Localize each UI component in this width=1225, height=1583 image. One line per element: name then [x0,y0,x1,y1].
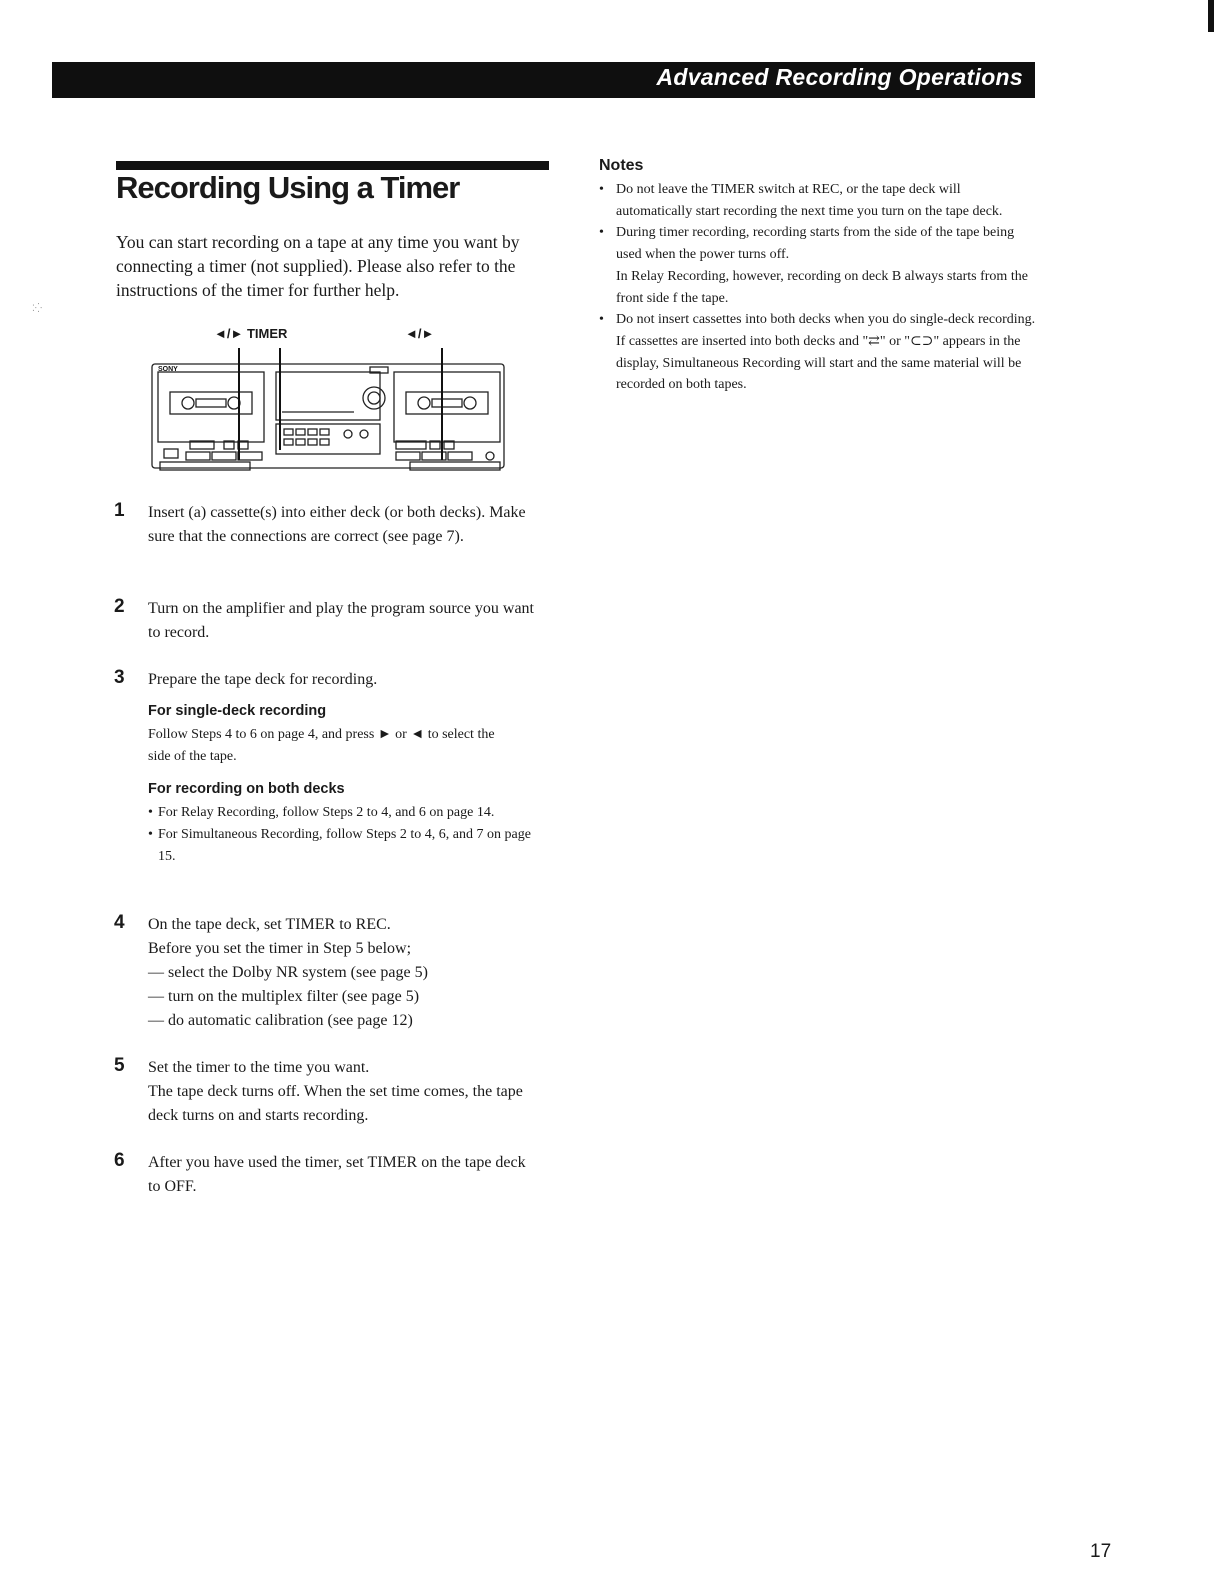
brand-label: SONY [158,366,178,373]
step-number-1: 1 [114,500,125,521]
list-item: • For Simultaneous Recording, follow Steps 2 to 4, 6, and 7 on page 15. [148,827,531,864]
step-4-text [148,913,548,1033]
page-title: Recording Using a Timer [116,170,460,205]
both-decks-list [148,802,548,868]
page-number: 17 [1090,1541,1112,1562]
title-rule [116,161,549,170]
step-3-line: Prepare the tape deck for recording. [148,671,378,688]
step-1-line: Insert (a) cassette(s) into either deck (or both decks). Make sure that the connections are correct (see page 7). [148,504,526,545]
step-4-line: — do automatic calibration (see page 12) [148,1012,413,1029]
section-title: Advanced Recording Operations [656,64,1023,90]
step-number-5: 5 [114,1055,125,1076]
scan-speck: ⁚⁛ [32,304,43,314]
step-3-text [148,668,548,692]
list-item: In Relay Recording, however, recording on deck B always starts from the front side f the tape. [616,268,1028,306]
direction-label: ◄/► [405,326,435,341]
tape-deck-figure [148,322,510,482]
both-decks-heading: For recording on both decks [148,781,345,797]
list-item: • During timer recording, recording starts from the side of the tape being used when the power turns off. [599,225,1015,263]
step-5-line: The tape deck turns off. When the set time comes, the tape deck turns on and starts recording. [148,1083,523,1124]
step-6-text [148,1151,528,1199]
step-4-line: Before you set the timer in Step 5 below; [148,940,412,957]
step-1-text [148,501,548,549]
tape-deck-illustration [148,322,510,482]
notes-list [599,179,1039,396]
step-5-text [148,1056,548,1128]
step-4-line: On the tape deck, set TIMER to REC. [148,916,391,933]
page-edge-mark [1208,0,1214,32]
step-number-3: 3 [114,667,125,688]
single-deck-text [148,724,518,768]
step-number-2: 2 [114,596,125,617]
step-2-line: Turn on the amplifier and play the program source you want to record. [148,600,534,641]
notes-heading: Notes [599,157,644,174]
step-2-text [148,597,548,645]
single-deck-heading: For single-deck recording [148,703,327,719]
list-item: • For Relay Recording, follow Steps 2 to 4, and 6 on page 14. [148,805,495,820]
timer-label: ◄/► TIMER [214,326,288,341]
section-banner [52,62,1035,98]
step-number-6: 6 [114,1150,125,1171]
step-5-line: Set the timer to the time you want. [148,1059,370,1076]
step-6-line: After you have used the timer, set TIMER on the tape deck to OFF. [148,1154,526,1195]
step-4-line: — select the Dolby NR system (see page 5) [148,964,428,981]
list-item: • Do not leave the TIMER switch at REC, or the tape deck will automatically start recording the next time you turn on the tape deck. [599,182,1003,219]
single-deck-paragraph: Follow Steps 4 to 6 on page 4, and press ► or ◄ to select the side of the tape. [148,727,495,764]
intro-paragraph: You can start recording on a tape at any time you want by connecting a timer (not supplied). Please also refer to the instructions of the timer for further help. [116,232,520,300]
step-4-line: — turn on the multiplex filter (see page 5) [148,988,420,1005]
list-item: • Do not insert cassettes into both decks when you do single-deck recording. If cassettes are inserted into both decks and "⇄" or "⊂⊃" appears in the display, Simultaneous Recording will start and the same material will be recorded on both tapes. [599,312,1036,393]
step-number-4: 4 [114,912,125,933]
